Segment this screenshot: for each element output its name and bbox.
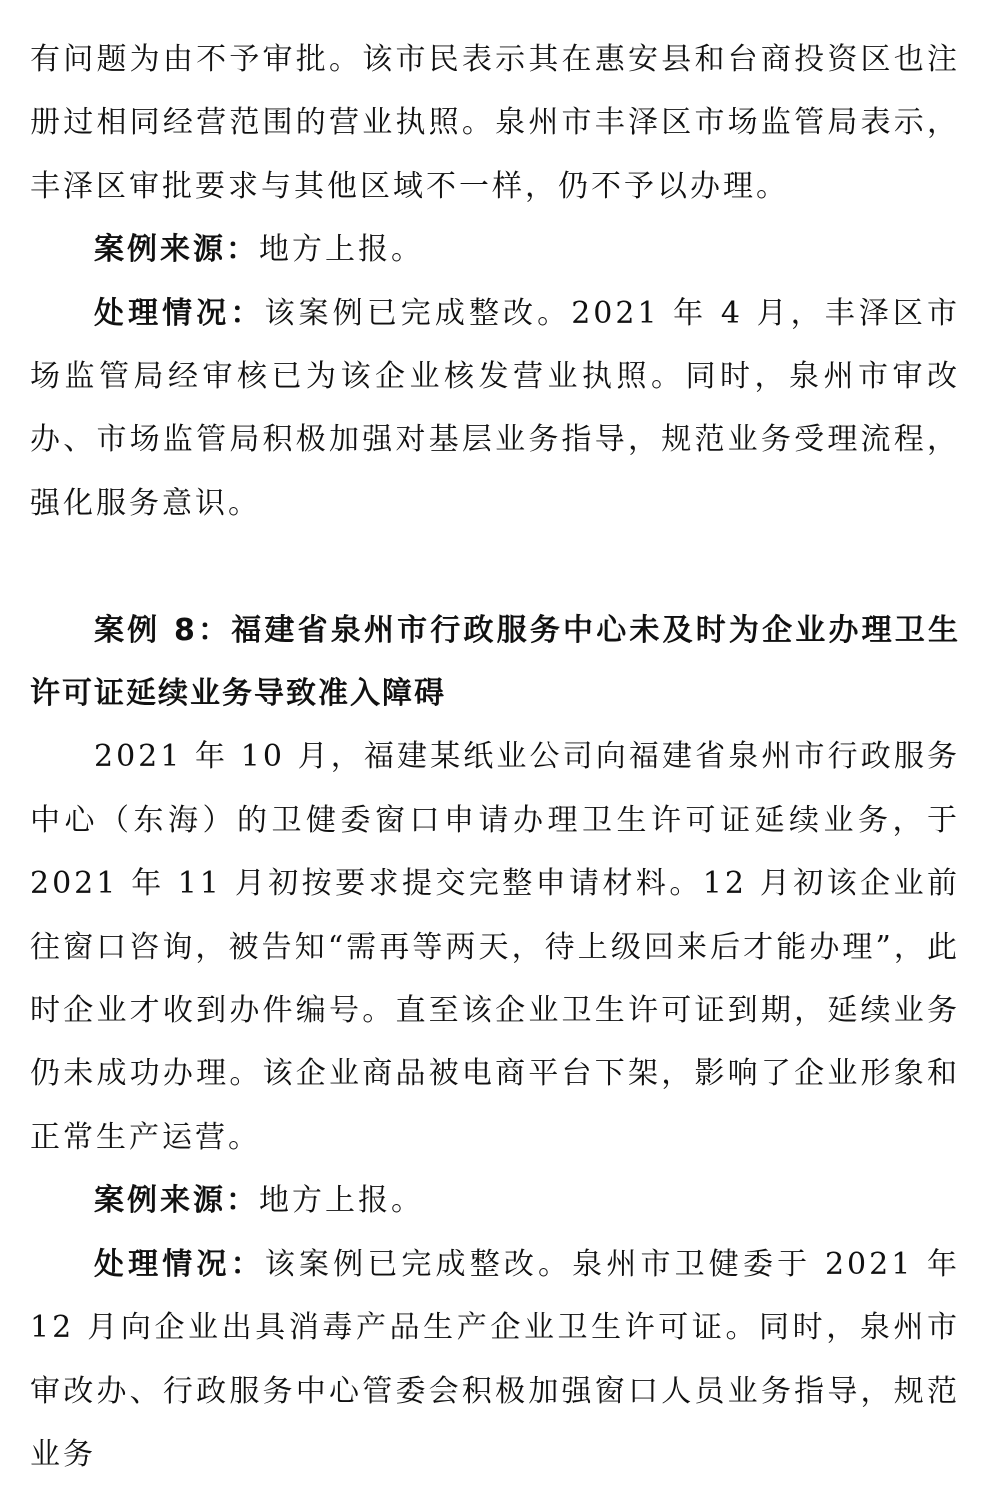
case7-handling-label: 处理情况： [94,295,265,331]
case8-body-paragraph: 2021 年 10 月，福建某纸业公司向福建省泉州市行政服务中心（东海）的卫健委窗口申请办理卫生许可证延续业务，于 2021 年 11 月初按要求提交完整申请材料。12 月初该企业前往窗口咨询，被告知“需再等两天，待上级回来后才能办理”，此时企业才收到办件编号。直至该企业卫生许可证到期，延续业务仍未成功办理。该企业商品被电商平台下架，影响了企业形象和正常生产运营。 [30,739,960,1155]
case8-title: 案例 8：福建省泉州市行政服务中心未及时为企业办理卫生许可证延续业务导致准入障碍 [30,612,960,712]
case7-handling-text: 该案例已完成整改。2021 年 4 月，丰泽区市场监管局经审核已为该企业核发营业执照。同时，泉州市审改办、市场监管局积极加强对基层业务指导，规范业务受理流程，强化服务意识。 [30,295,961,521]
case8-source-text: 地方上报。 [259,1183,424,1219]
case7-source-text: 地方上报。 [259,232,424,268]
case7-continuation-paragraph: 有问题为由不予审批。该市民表示其在惠安县和台商投资区也注册过相同经营范围的营业执照。泉州市丰泽区市场监管局表示，丰泽区审批要求与其他区域不一样，仍不予以办理。 [30,42,960,204]
case8-handling-label: 处理情况： [94,1246,265,1282]
case8-source-label: 案例来源： [94,1183,259,1219]
case7-handling-paragraph [30,282,960,536]
section-gap [30,535,960,598]
case8-handling-paragraph [30,1233,960,1486]
case8-handling-text: 该案例已完成整改。泉州市卫健委于 2021 年 12 月向企业出具消毒产品生产企业卫生许可证。同时，泉州市审改办、行政服务中心管委会积极加强窗口人员业务指导，规范业务 [30,1246,961,1472]
case8-source-paragraph [30,1169,960,1232]
case7-source-paragraph [30,218,960,281]
document-page [30,28,960,1486]
case7-source-label: 案例来源： [94,232,259,268]
